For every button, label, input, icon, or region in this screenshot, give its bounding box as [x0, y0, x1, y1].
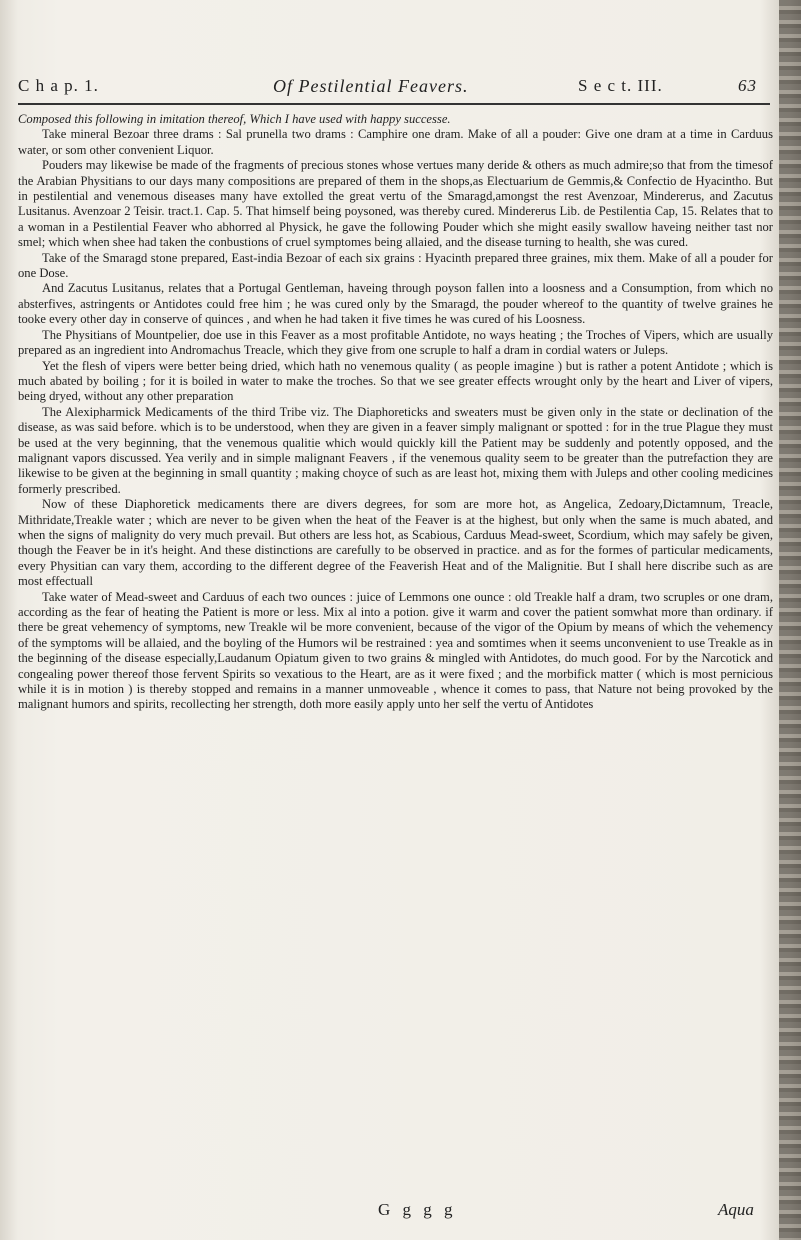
signature-mark: G g g g — [378, 1200, 457, 1219]
page-gutter-edge — [779, 0, 801, 1240]
paragraph: Yet the flesh of vipers were better being dried, which hath no venemous quality ( as people imagine ) but is rather a potent Antidote ; which is much abated by boiling ; for it is boiled in water to make the troches. So that we see greater effects wrought only by the heart and Liver of vipers, being dryed, without any other preparation — [18, 358, 773, 404]
paragraph: Now of these Diaphoretick medicaments there are divers degrees, for som are more hot, as Angelica, Zedoary,Dictamnum, Treacle, Mithridate,Treakle water ; which are never to be given when the heat of the Feaver is at the highest, but only when the same is much abated, and when the signs of malignity do very much prevail. But others are less hot, as Scabious, Carduus Mead-sweet, Scordium, which may safely be given, though the Feaver be in it's height. And these distinctions are carefully to be observed in practice. and as for the formes of particular medicaments, every Physitian can vary them, according to the different degree of the Feaverish Heat and of the Malignitie. But I shall here discribe such as are most effectuall — [18, 497, 773, 589]
paragraph: And Zacutus Lusitanus, relates that a Portugal Gentleman, haveing through poyson fallen into a loosness and a Consumption, from which no absterfives, astringents or Antidotes could free him ; he was cured only by the Smaragd, the pouder whereof to the quantity of twelve graines he tooke every other day in conserve of quinces , and when he had taken it five times he was cured of his Loosness. — [18, 281, 773, 327]
section-label: S e c t. III. — [578, 76, 663, 95]
page-footer — [18, 1200, 770, 1222]
running-header — [18, 76, 770, 102]
paragraph: Pouders may likewise be made of the fragments of precious stones whose vertues many deride & others as much admire;so that from the timesof the Arabian Physitians to our days many compositions are prepared of them in the shops,as Electuarium de Gemmis,& Confectio de Hyacintho. But in pestilential and venemous diseases many have extolled the great vertu of the Smaragd,amongst the rest Avenzoar, Mindererus, and Zacutus Lusitanus. Avenzoar 2 Teisir. tract.1. Cap. 5. That himself being poysoned, was thereby cured. Mindererus Lib. de Pestilentia Cap, 15. Relates that to a woman in a Pestilential Feaver who abhorred al Physick, he gave the following Pouder which she might easily swallow haveing neither tast nor smel; which when shee had taken the conbustions of cruel symptomes being allaied, and the disease turning to health, she was cured. — [18, 158, 773, 250]
catchword: Aqua — [718, 1200, 754, 1219]
page-body — [18, 112, 773, 713]
paragraph: The Alexipharmick Medicaments of the third Tribe viz. The Diaphoreticks and sweaters must be given only in the state or declination of the disease, as was said before. which is to be understood, when they are given in a feaver simply malignant or spotted : for in the true Plague they must be used at the very beginning, that the venemous qualitie which would quickly kill the Patient may be suddenly and potently opposed, and the malignant vapors discussed. Yea verily and in simple malignant Feavers , if the venemous quality seem to be greater than the putrefaction they are likewise to be given at the beginning in small quantity ; making choyce of such as are least hot, mixing them with Juleps and other cooling medicines formerly prescribed. — [18, 404, 773, 496]
paragraph: Take of the Smaragd stone prepared, East-india Bezoar of each six grains : Hyacinth prepared three graines, mix them. Make of all a pouder for one Dose. — [18, 250, 773, 281]
header-rule — [18, 103, 770, 105]
page-number: 63 — [738, 76, 757, 95]
paragraph: The Physitians of Mountpelier, doe use in this Feaver as a most profitable Antidote, no ways heating ; the Troches of Vipers, which are usually prepared as an ingredient into Andromachus Treacle, which they give from one scruple to half a dram in cordial waters or Juleps. — [18, 327, 773, 358]
running-title: Of Pestilential Feavers. — [273, 76, 469, 96]
paragraph: Composed this following in imitation thereof, Which I have used with happy successe. — [18, 112, 451, 126]
paragraph: Take mineral Bezoar three drams : Sal prunella two drams : Camphire one dram. Make of all a pouder: Give one dram at a time in Carduus water, or som other convenient Liquor. — [18, 127, 773, 157]
paragraph: Take water of Mead-sweet and Carduus of each two ounces : juice of Lemmons one ounce : old Treakle half a dram, two scruples or one dram, according as the fear of heating the Patient is more or less. Mix al into a potion. give it warm and cover the patient somwhat more than ordinary. if there be great vehemency of symptoms, new Treakle wil be more convenient, because of the vigor of the Opium by means of which the vehemency of the symptoms will be allaied, and the boyling of the Humors wil be restrained : yea and somtimes when it seems unconvenient to use Treakle as in the beginning of the disease especially,Laudanum Opiatum given to two grains & mingled with Antidotes, do much good. For by the Narcotick and congealing power thereof those fervent Spirits so vexatious to the Heart, are as it were fixed ; and the morbifick matter ( which is most pernicious while it is in motion ) is thereby stopped and remains in a manner unmoveable , whence it comes to pass, that Nature not being provoked by the malignant humors and spirits, recollecting her strength, doth more easily apply unto her self the vertu of Antidotes — [18, 589, 773, 712]
chapter-label: C h a p. 1. — [18, 76, 99, 95]
